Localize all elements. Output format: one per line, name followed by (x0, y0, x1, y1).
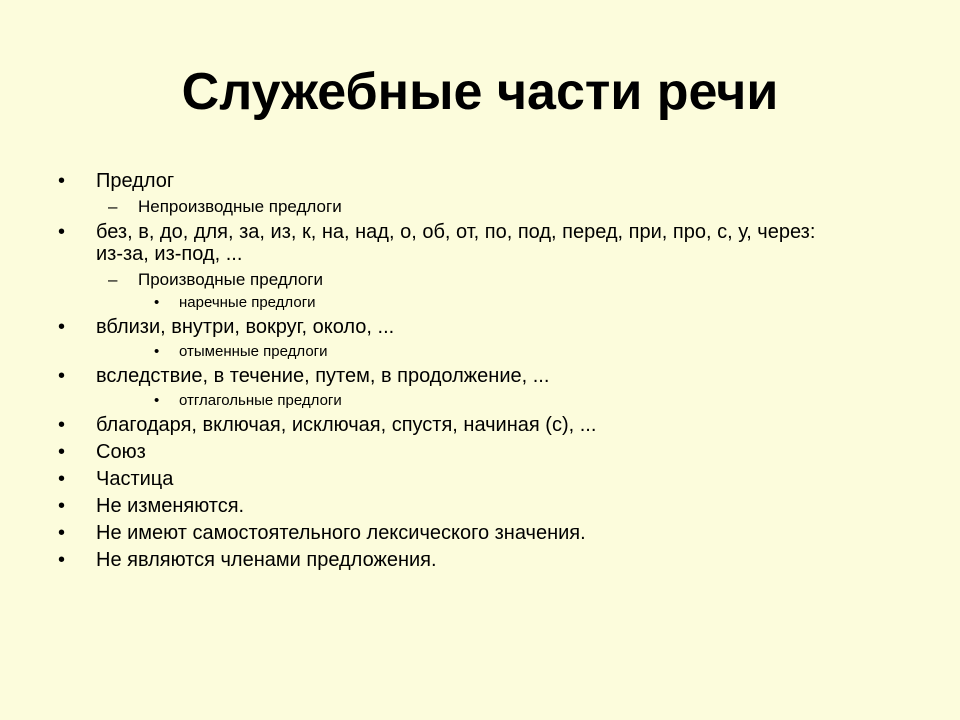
list-item-text: наречные предлоги (179, 294, 316, 311)
list-item-text: из-за, из-под, ... (96, 243, 243, 265)
list-item (58, 365, 918, 387)
bullet-icon: • (58, 365, 66, 387)
list-item-text: отглагольные предлоги (179, 392, 342, 409)
list-item (58, 243, 918, 265)
bullet-icon: • (58, 441, 66, 463)
list-item (58, 495, 918, 517)
list-item (58, 221, 918, 243)
bullet-icon: • (58, 170, 66, 192)
bullet-icon: • (58, 221, 66, 243)
list-item-text: Непроизводные предлоги (138, 197, 342, 216)
bullet-icon: • (58, 316, 66, 338)
bullet-icon: • (154, 392, 160, 409)
list-item (58, 414, 918, 436)
list-item (58, 197, 918, 217)
list-item (58, 270, 918, 290)
list-item-text: Не изменяются. (96, 495, 245, 517)
list-item-text: Союз (96, 441, 146, 463)
dash-icon: – (108, 270, 118, 289)
list-item-text: Производные предлоги (138, 270, 323, 289)
list-item (58, 316, 918, 338)
bullet-icon: • (58, 522, 66, 544)
dash-icon: – (108, 197, 118, 216)
list-item-text: благодаря, включая, исключая, спустя, начиная (с), ... (96, 414, 597, 436)
bullet-icon: • (58, 414, 66, 436)
bullet-icon: • (154, 343, 160, 360)
list-item (58, 343, 918, 361)
list-item (58, 441, 918, 463)
bullet-icon: • (58, 468, 66, 490)
bullet-icon: • (154, 294, 160, 311)
list-item (58, 522, 918, 544)
list-item (58, 294, 918, 312)
bullet-list (58, 170, 918, 576)
bullet-icon: • (58, 495, 66, 517)
list-item-text: отыменные предлоги (179, 343, 328, 360)
list-item-text: Частица (96, 468, 174, 490)
list-item-text: Предлог (96, 170, 175, 192)
list-item-text: вблизи, внутри, вокруг, около, ... (96, 316, 395, 338)
slide-title: Служебные части речи (181, 63, 779, 121)
list-item-text: вследствие, в течение, путем, в продолжение, ... (96, 365, 550, 387)
list-item (58, 549, 918, 571)
list-item (58, 392, 918, 410)
list-item-text: без, в, до, для, за, из, к, на, над, о, об, от, по, под, перед, при, про, с, у, через: (96, 221, 816, 243)
list-item-text: Не имеют самостоятельного лексического значения. (96, 522, 586, 544)
list-item-text: Не являются членами предложения. (96, 549, 437, 571)
list-item (58, 170, 918, 192)
list-item (58, 468, 918, 490)
bullet-icon: • (58, 549, 66, 571)
